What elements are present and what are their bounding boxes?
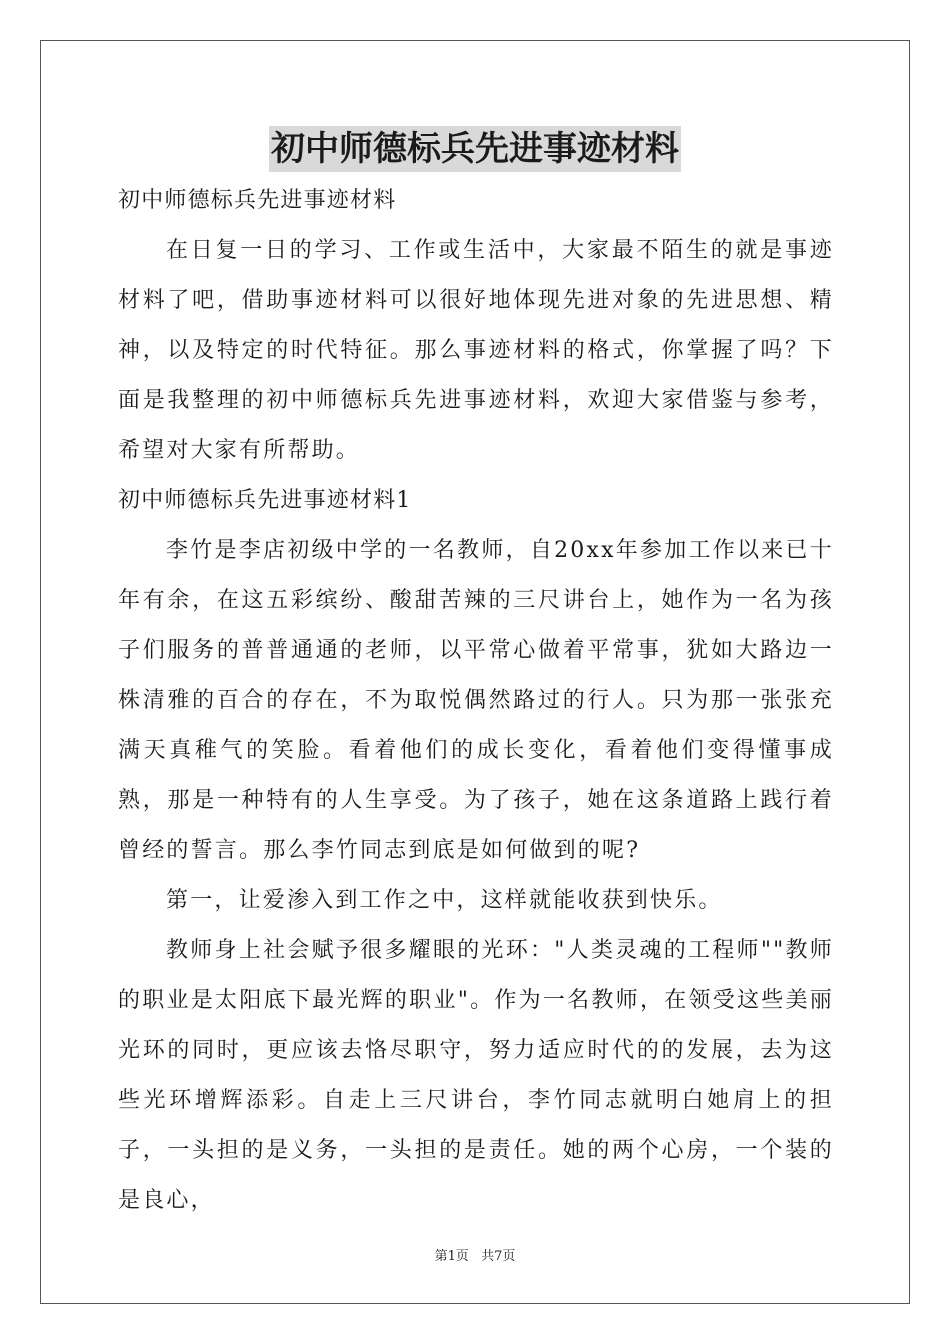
body-paragraph: 第一，让爱渗入到工作之中，这样就能收获到快乐。: [166, 888, 723, 913]
body-paragraph: 李竹是李店初级中学的一名教师，自20xx年参加工作以来已十年有余，在这五彩缤纷、酸甜苦辣的三尺讲台上，她作为一名为孩子们服务的普普通通的老师，以平常心做着平常事，犹如大路边一株清雅的百合的存在，不为取悦偶然路过的行人。只为那一张张充满天真稚气的笑脸。看着他们的成长变化，看着他们变得懂事成熟，那是一种特有的人生享受。为了孩子，她在这条道路上践行着曾经的誓言。那么李竹同志到底是如何做到的呢?: [118, 538, 834, 863]
page-total: 共7页: [481, 1249, 516, 1264]
document-title: 初中师德标兵先进事迹材料: [269, 126, 681, 172]
body-paragraph: 教师身上社会赋予很多耀眼的光环："人类灵魂的工程师""教师的职业是太阳底下最光辉的职业"。作为一名教师，在领受这些美丽光环的同时，更应该去恪尽职守，努力适应时代的的发展，去为这些光环增辉添彩。自走上三尺讲台，李竹同志就明白她肩上的担子，一头担的是义务，一头担的是责任。她的两个心房，一个装的是良心，: [118, 938, 834, 1213]
page-number: 第1页: [434, 1249, 469, 1264]
intro-paragraph: 在日复一日的学习、工作或生活中，大家最不陌生的就是事迹材料了吧，借助事迹材料可以很好地体现先进对象的先进思想、精神，以及特定的时代特征。那么事迹材料的格式，你掌握了吗？下面是我整理的初中师德标兵先进事迹材料，欢迎大家借鉴与参考，希望对大家有所帮助。: [118, 238, 834, 463]
subtitle-line: 初中师德标兵先进事迹材料: [118, 188, 397, 213]
title-container: [0, 126, 950, 172]
section-heading: 初中师德标兵先进事迹材料1: [118, 488, 412, 513]
document-body: [118, 176, 834, 1226]
page-footer: [0, 1245, 950, 1264]
